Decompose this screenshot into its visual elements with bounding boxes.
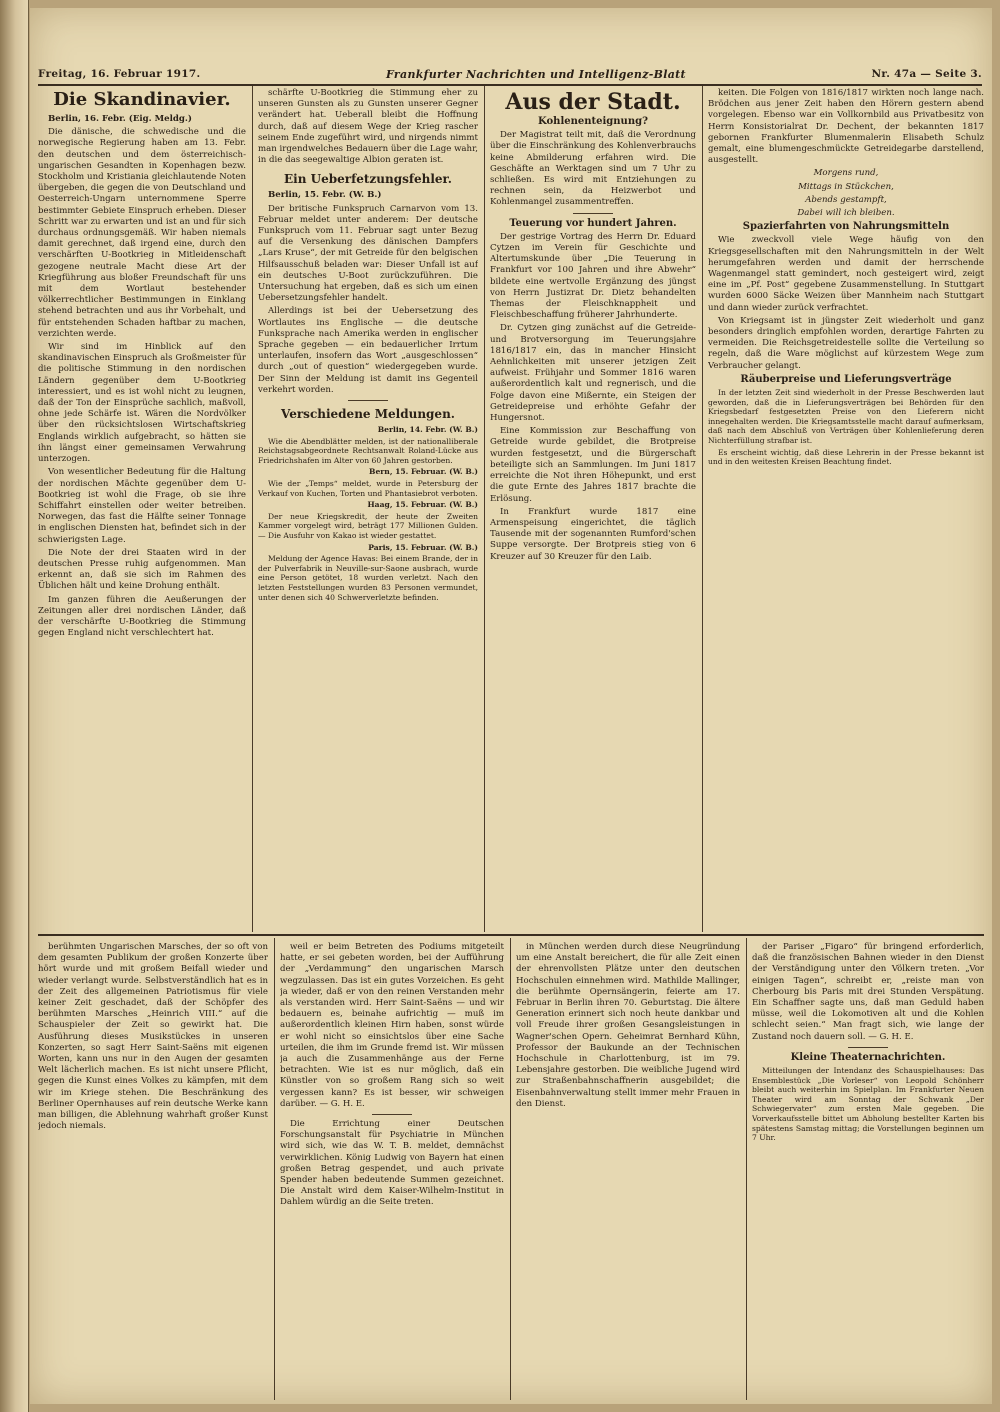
separator <box>372 1114 412 1115</box>
column-divider <box>702 86 703 932</box>
paragraph: Dr. Cytzen ging zunächst auf die Getreide- und Brotversorgung im Teuerungsjahre 1816/1817 ein, das in mancher Hinsicht Aehnlichkeiten mit unserer jetzigen Zeit aufweist. Frühjahr und Sommer 1816 waren außerordentlich kalt und regnerisch, und die Folge davon eine Mißernte, ein Steigen der Getreidepreise und erhöhte Gefahr der Hungersnot. <box>490 323 696 424</box>
paragraph: In Frankfurt wurde 1817 eine Armenspeisung eingerichtet, die täglich Tausende mit der sogenannten Rumford'schen Suppe versorgte. Der Brotpreis stieg von 6 Kreuzer auf 30 Kreuzer für den Laib. <box>490 506 696 562</box>
feuilleton-column-3 <box>516 942 740 1398</box>
issue-date: Freitag, 16. Februar 1917. <box>38 68 201 80</box>
article-title: Spazierfahrten von Nahrungsmitteln <box>742 221 950 233</box>
column-divider <box>746 938 747 1400</box>
column-divider <box>274 938 275 1400</box>
article-title: Kohlenenteignung? <box>538 116 648 127</box>
page-number: Nr. 47a — Seite 3. <box>871 68 982 80</box>
book-spine-edge <box>0 0 29 1412</box>
article-title: Ein Ueberfetzungsfehler. <box>284 172 452 187</box>
verse-line: Abends gestampft, <box>805 194 887 205</box>
masthead <box>38 64 982 86</box>
paragraph: keiten. Die Folgen von 1816/1817 wirkten noch lange nach. Brödchen aus jener Zeit haben den Hörern gestern abend vorgelegen. Ebenso war ein Vollkornbild aus Privatbesitz von Herrn Konsistorialrat Dr. Dechent, der bekannten 1817 gebornen Frankfurter Blumenmalerin Elisabeth Schulz gemalt, eine blumengeschmückte Getreidegarbe darstellend, ausgestellt. <box>708 88 984 166</box>
news-item: Wie die Abendblätter melden, ist der nationalliberale Reichstagsabgeordnete Rechtsanwalt Roland-Lücke aus Friedrichshafen im Alter von 60 Jahren gestorben. <box>258 436 478 465</box>
paragraph: Im ganzen führen die Aeußerungen der Zeitungen aller drei nordischen Länder, daß der verschärfte U-Bootkrieg die Stimmung gegen England nicht verschlechtert hat. <box>38 594 246 639</box>
paragraph: Von Kriegsamt ist in jüngster Zeit wiederholt und ganz besonders dringlich empfohlen worden, derartige Fahrten zu vermeiden. Die Reichsgetreidestelle sollte die Verteilung so regeln, daß die Ware möglichst auf kürzestem Wege zum Verbraucher gelangt. <box>708 315 984 371</box>
dateline: Berlin, 14. Febr. (W. B.) <box>377 425 478 435</box>
news-item: Der neue Kriegskredit, der heute der Zweiten Kammer vorgelegt wird, beträgt 177 Millionen Gulden. — Die Ausfuhr von Kakao ist wieder gestattet. <box>258 511 478 541</box>
paragraph: Die Errichtung einer Deutschen Forschungsanstalt für Psychiatrie in München wird sich, wie das W. T. B. meldet, demnächst verwirklichen. König Ludwig von Bayern hat einen großen Betrag gespendet, und auch private Spender haben bedeutende Summen gezeichnet. Die Anstalt wird dem Kaiser-Wilhelm-Institut in Dahlem würdig an die Seite treten. <box>280 1119 504 1208</box>
paragraph: Eine Kommission zur Beschaffung von Getreide wurde gebildet, die Brotpreise wurden festgesetzt, und die Bürgerschaft beteiligte sich an Sammlungen. Im Juni 1817 erreichte die Not ihren Höhepunkt, und erst die gute Ernte des Jahres 1817 brachte die Erlösung. <box>490 426 696 504</box>
paragraph: schärfte U-Bootkrieg die Stimmung eher zu unseren Gunsten als zu Gunsten unserer Gegner verändert hat. Ueberall bleibt die Hoffnung durch, daß auf diesem Wege der Krieg rascher seinem Ende zugeführt wird, und nirgends nimmt man irgendwelches Bedauern über die Lage wahr, in die das seegewaltige Albion geraten ist. <box>258 88 478 166</box>
column-divider <box>510 938 511 1400</box>
article-title: Kleine Theaternachrichten. <box>790 1051 946 1063</box>
news-item: Meldung der Agence Havas: Bei einem Brande, der in der Pulverfabrik in Neuville-sur-Saone ausbrach, wurde eine Person getötet, 18 wurden verletzt. Nach den letzten Feststellungen wurden 83 Personen vermundet, unter denen sich 40 Schwerverletzte befinden. <box>258 554 478 602</box>
paragraph: Allerdings ist bei der Uebersetzung des Wortlautes ins Englische — die deutsche Funksprache nach Amerika werden in englischer Sprache gegeben — ein bedauerlicher Irrtum unterlaufen, insofern das Wort „ausgeschlossen“ durch „out of question“ wiedergegeben wurde. Der Sinn der Meldung ist damit ins Gegenteil verkehrt worden. <box>258 306 478 395</box>
paragraph: in München werden durch diese Neugründung um eine Anstalt bereichert, die für alle Zeit einen der ehrenvollsten Plätze unter den deutschen Hochschulen einnehmen wird. Mathilde Mallinger, die berühmte Opernsängerin, feierte am 17. Februar in Berlin ihren 70. Geburtstag. Die ältere Generation erinnert sich noch heute dankbar und voll Freude ihrer großen Gesangsleistungen in Wagner'schen Opern. Geheimrat Bernhard Kühn, Professor der Baukunde an der Technischen Hochschule in Charlottenburg, ist im 79. Lebensjahre gestorben. Die weibliche Jugend wird zur Straßenbahnschaffnerin ausgebildet; die Eisenbahnverwaltung stellt immer mehr Frauen in den Dienst. <box>516 942 740 1109</box>
paragraph: Die dänische, die schwedische und die norwegische Regierung haben am 13. Febr. den deutschen und dem österreichisch-ungarischen Gesandten in Kopenhagen bezw. Stockholm und Kristiania gleichlautende Noten übergeben, die gegen die von Deutschland und Oesterreich-Ungarn unternommene Sperre bestimmter Gebiete Einspruch erheben. Dieser Schritt war zu erwarten und ist an und für sich durchaus ordnungsgemäß. Wir haben niemals damit gerechnet, daß irgend eine, durch den verschärften U-Bootkrieg in Mitleidenschaft gezogene neutrale Macht diese Art der Kriegführung aus bloßer Freundschaft für uns mit dem Wortlaut bestehender völkerrechtlicher Bestimmungen in Einklang stehend betrachten und aus ihr Vorbehalt, und für entstehenden Schaden haftbar zu machen, verzichten werde. <box>38 127 246 339</box>
paragraph: Es erscheint wichtig, daß diese Lehrerin in der Presse bekannt ist und in den weitesten Kreisen Beachtung findet. <box>708 447 984 467</box>
feuilleton-column-2 <box>280 942 504 1398</box>
paragraph: Der britische Funkspruch Carnarvon vom 13. Februar meldet unter anderem: Der deutsche Funkspruch vom 11. Februar sagt unter Bezug auf die Versenkung des dänischen Dampfers „Lars Kruse“, der mit Getreide für den belgischen Hilfsausschuß beladen war: Dieser Unfall ist auf ein deutsches U-Boot zurückzuführen. Die Untersuchung hat ergeben, daß es sich um einen Uebersetzungsfehler handelt. <box>258 203 478 304</box>
separator <box>348 400 388 401</box>
section-title: Aus der Stadt. <box>505 89 681 115</box>
paragraph: Von wesentlicher Bedeutung für die Haltung der nordischen Mächte gegenüber dem U-Bootkrieg ist wohl die Frage, ob sie ihre Schiffahrt einstellen oder weiter betreiben. Norwegen, das fast die Hälfte seiner Tonnage in englischen Diensten hat, befindet sich in der schwierigsten Lage. <box>38 467 246 545</box>
paragraph: Der Magistrat teilt mit, daß die Verordnung über die Einschränkung des Kohlenverbrauchs keine Abmilderung erfahren wird. Die Geschäfte an Werktagen sind um 7 Uhr zu schließen. Es wird mit Entziehungen zu rechnen sein, da Heizwerbot und Kohlenmangel zusammentreffen. <box>490 130 696 208</box>
paragraph: berühmten Ungarischen Marsches, der so oft von dem gesamten Publikum der großen Konzerte über hört wurde und mit großem Beifall wieder und wieder verlangt wurde. Selbstverständlich hat es in der Zeit des allgemeinen Patriotismus für viele keiner Zeit geschadet, daß der Schöpfer des berühmten Marsches „Heinrich VIII.“ auf die Schauspieler der Zeit so gewirkt hat. Die Ausführung dieses Musikstückes in unseren Konzerten, so sagt Herr Saint-Saëns mit eigenen Worten, kann uns nur in den Augen der gesamten Welt lächerlich machen. Es ist nicht unsere Pflicht, gegen die Kunst eines Volkes zu kämpfen, mit dem wir im Kriege stehen. Die Beschränkung des Berliner Opernhauses auf rein deutsche Werke kann man billigen, die Ablehnung wahrhaft großer Kunst jedoch niemals. <box>38 942 268 1132</box>
dateline: Berlin, 16. Febr. (Eig. Meldg.) <box>48 114 192 124</box>
article-title: Teuerung vor hundert Jahren. <box>509 217 677 229</box>
column-divider <box>252 86 253 932</box>
paragraph: Mitteilungen der Intendanz des Schauspielhauses: Das Ensemblestück „Die Vorleser“ von Leopold Schönherr bleibt auch weiterhin im Spielplan. Im Frankfurter Neuen Theater wird am Sonntag der Schwank „Der Schwiegervater“ zum ersten Male gegeben. Die Vorverkaufsstelle bittet um Abholung bestellter Karten bis spätestens Samstag mittag; die Vorstellungen beginnen um 7 Uhr. <box>752 1066 984 1143</box>
paragraph: Wie zweckvoll viele Wege häufig von den Kriegsgesellschaften mit den Nahrungsmitteln in der Welt herumgefahren werden und damit der herrschende Wagenmangel statt gemindert, noch gesteigert wird, zeigt eine im „Pf. Post“ gegebene Zusammenstellung. In Stuttgart wurden 6000 Säcke Weizen über Mannheim nach Stuttgart und dann wieder zurück verfrachtet. <box>708 235 984 313</box>
article-skandinavier <box>38 88 246 930</box>
dateline: Berlin, 15. Febr. (W. B.) <box>268 190 382 201</box>
dateline: Haag, 15. Februar. (W. B.) <box>367 500 478 510</box>
section-divider <box>38 934 984 936</box>
column-two <box>258 88 478 930</box>
dateline: Paris, 15. Februar. (W. B.) <box>368 542 478 552</box>
verse-line: Dabei will ich bleiben. <box>797 208 895 219</box>
paragraph: Wir sind im Hinblick auf den skandinavischen Einspruch als Großmeister für die politische Stimmung in den nordischen Ländern gegenüber dem U-Bootkrieg interessiert, und es ist wohl nicht zu leugnen, daß der Ton der Einsprüche sachlich, maßvoll, ohne jede Schärfe ist. Wären die Nordvölker über den rücksichtslosen Wirtschaftskrieg Englands wirklich aufgebracht, so hätten sie ihn längst einer gemeinsamen Verwahrung unterzogen. <box>38 342 246 465</box>
feuilleton-column-1 <box>38 942 268 1398</box>
paragraph: Der gestrige Vortrag des Herrn Dr. Eduard Cytzen im Verein für Geschichte und Altertumskunde über „Die Teuerung in Frankfurt vor 100 Jahren und ihre Abwehr“ bildete eine wertvolle Ergänzung des jüngst von Herrn Justizrat Dr. Dietz behandelten Themas der Fleischknappheit und Fleischbeschaffung früherer Jahrhunderte. <box>490 231 696 321</box>
column-aus-der-stadt <box>490 88 696 930</box>
paragraph: der Pariser „Figaro“ für bringend erforderlich, daß die französischen Bahnen wieder in den Dienst der Verständigung unter den Völkern treten. „Vor einigen Tagen“, schreibt er, „reiste man von Cherbourg bis Paris mit drei Stunden Verspätung. Ein Schaffner sagte uns, daß man Geduld haben müsse, weil die Lokomotiven alt und die Kohlen schlecht seien.“ Man fragt sich, wie lange der Zustand noch dauern soll. — G. H. E. <box>752 942 984 1042</box>
separator <box>573 213 613 214</box>
article-title: Räuberpreise und Lieferungsverträge <box>740 373 952 385</box>
separator <box>848 1047 888 1048</box>
paragraph: Die Note der drei Staaten wird in der deutschen Presse ruhig aufgenommen. Man erkennt an, daß sie sich im Rahmen des Üblichen hält und keine Drohung enthält. <box>38 547 246 592</box>
newspaper-page <box>30 8 992 1404</box>
verse-line: Mittags in Stückchen, <box>798 181 894 192</box>
news-item: Wie der „Temps“ meldet, wurde in Petersburg der Verkauf von Kuchen, Torten und Phantasiebrot verboten. <box>258 479 478 498</box>
column-four <box>708 88 984 930</box>
newspaper-title: Frankfurter Nachrichten und Intelligenz-Blatt <box>386 67 686 81</box>
paragraph: In der letzten Zeit sind wiederholt in der Presse Beschwerden laut geworden, daß die in Lieferungsverträgen bei Behörden für den Kriegsbedarf festgesetzten Preise von den Lieferern nicht innegehalten werden. Die Kriegsamtsstelle macht darauf aufmerksam, daß nach dem Abschluß von Verträgen über Kohlenlieferung deren Nichterfüllung strafbar ist. <box>708 388 984 446</box>
paragraph: weil er beim Betreten des Podiums mitgeteilt hatte, er sei gebeten worden, bei der Aufführung der „Verdammung“ den ungarischen Marsch wegzulassen. Das ist ein gutes Vorzeichen. Es geht ja wieder, daß er von den reinen Verstanden mehr als verstanden wird. Herr Saint-Saëns — und wir bedauern es, beinahe aufrichtig — muß im außerordentlich kleinen Hirn haben, sonst würde er wohl nicht so einsichtslos über eine Sache urteilen, die ihm im Grunde fremd ist. Wir müssen ja auch die Zusammenhänge aus der Ferne betrachten. Wie ist es nur möglich, daß ein Künstler von so großem Rang sich so weit vergessen kann? Es ist besser, wir schweigen darüber. — G. H. E. <box>280 942 504 1109</box>
dateline: Bern, 15. Februar. (W. B.) <box>369 467 478 477</box>
feuilleton-column-4 <box>752 942 984 1398</box>
column-divider <box>484 86 485 932</box>
verse-line: Morgens rund, <box>813 168 879 179</box>
article-title: Die Skandinavier. <box>53 89 231 110</box>
section-title: Verschiedene Meldungen. <box>281 407 455 422</box>
